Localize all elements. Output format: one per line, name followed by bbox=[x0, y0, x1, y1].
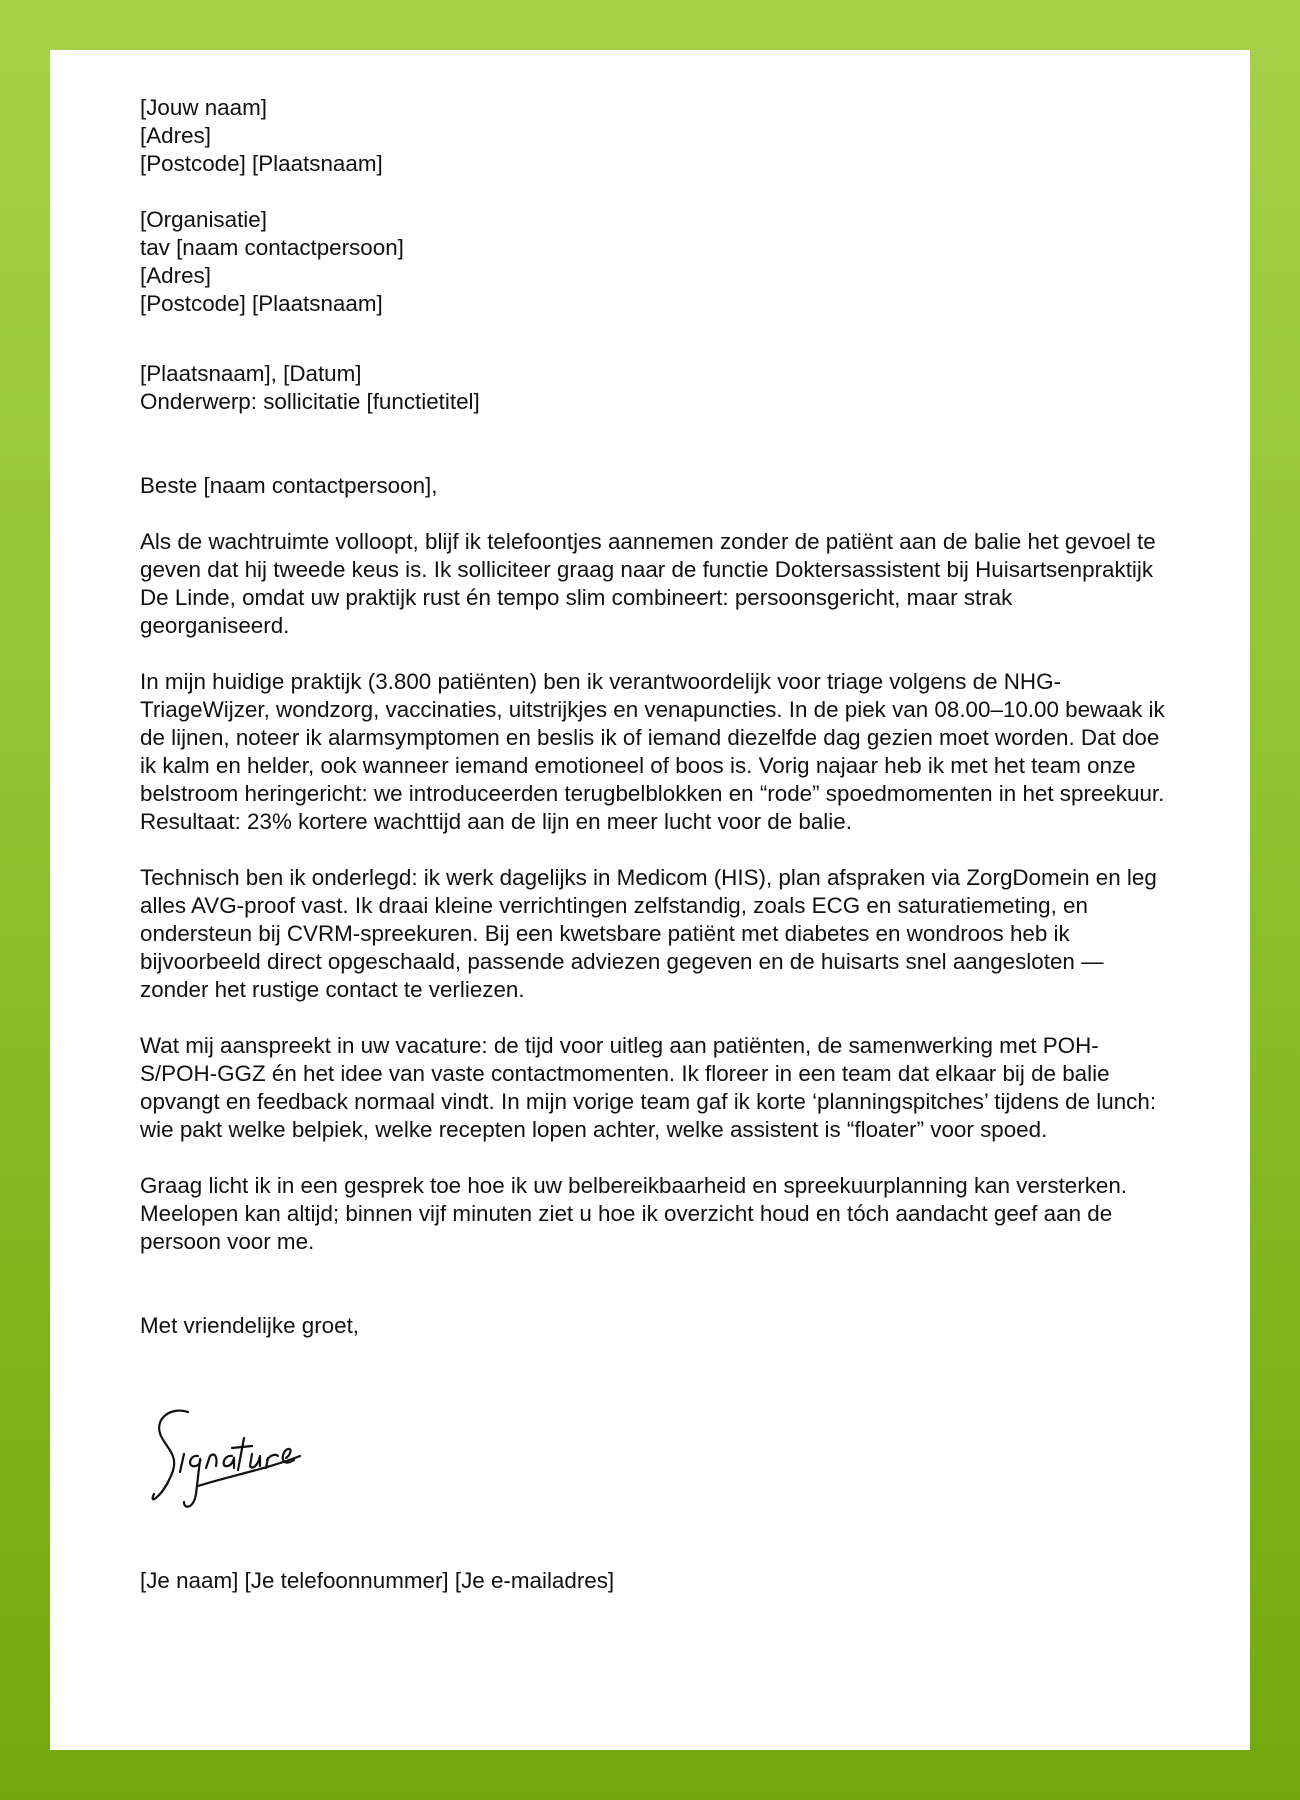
subject-line: Onderwerp: sollicitatie [functietitel] bbox=[140, 389, 480, 414]
footer-contact: [Je naam] [Je telefoonnummer] [Je e-mailadres] bbox=[140, 1568, 615, 1594]
paragraph-4: Wat mij aanspreekt in uw vacature: de tijd voor uitleg aan patiënten, de samenwerking met POH-S/POH-GGZ én het idee van vaste contactmomenten. Ik floreer in een team dat elkaar bij de balie opvangt en feedback normaal vindt. In mijn vorige team gaf ik korte ‘planningspitches’ tijdens de lunch: wie pakt welke belpiek, welke recepten lopen achter, welke assistent is “floater” voor spoed. bbox=[140, 1033, 1157, 1142]
place-date: [Plaatsnaam], [Datum] bbox=[140, 361, 362, 386]
sender-block bbox=[140, 94, 1160, 178]
sender-name: [Jouw naam] bbox=[140, 95, 267, 120]
closing: Met vriendelijke groet, bbox=[140, 1313, 360, 1338]
paragraph-1: Als de wachtruimte volloopt, blijf ik telefoontjes aannemen zonder de patiënt aan de balie het gevoel te geven dat hij tweede keus is. Ik solliciteer graag naar de functie Doktersassistent bij Huisartsenpraktijk De Linde, omdat uw praktijk rust én tempo slim combineert: persoonsgericht, maar strak georganiseerd. bbox=[140, 529, 1156, 638]
recipient-address: [Adres] bbox=[140, 263, 211, 288]
paragraph-5: Graag licht ik in een gesprek toe hoe ik uw belbereikbaarheid en spreekuurplanning kan versterken. Meelopen kan altijd; binnen vijf minuten ziet u hoe ik overzicht houd en tóch aandacht geef aan de persoon voor me. bbox=[140, 1173, 1128, 1254]
meta-block bbox=[140, 360, 1160, 416]
letter-page bbox=[50, 50, 1250, 1750]
greeting: Beste [naam contactpersoon], bbox=[140, 473, 438, 498]
signature-image bbox=[140, 1398, 350, 1518]
recipient-postal-city: [Postcode] [Plaatsnaam] bbox=[140, 291, 383, 316]
paragraph-3: Technisch ben ik onderlegd: ik werk dagelijks in Medicom (HIS), plan afspraken via ZorgDomein en leg alles AVG-proof vast. Ik draai kleine verrichtingen zelfstandig, zoals ECG en saturatiemeting, en ondersteun bij CVRM-spreekuren. Bij een kwetsbare patiënt met diabetes en wondroos heb ik bijvoorbeeld direct opgeschaald, passende adviezen gegeven en de huisarts snel aangesloten — zonder het rustige contact te verliezen. bbox=[140, 865, 1157, 1002]
paragraph-2: In mijn huidige praktijk (3.800 patiënten) ben ik verantwoordelijk voor triage volgens de NHG-TriageWijzer, wondzorg, vaccinaties, uitstrijkjes en venapuncties. In de piek van 08.00–10.00 bewaak ik de lijnen, noteer ik alarmsymptomen en beslis ik of iemand diezelfde dag gezien moet worden. Dat doe ik kalm en helder, ook wanneer iemand emotioneel of boos is. Vorig najaar heb ik met het team onze belstroom heringericht: we introduceerden terugbelblokken en “rode” spoedmomenten in het spreekuur. Resultaat: 23% kortere wachttijd aan de lijn en meer lucht voor de balie. bbox=[140, 669, 1165, 834]
recipient-attention: tav [naam contactpersoon] bbox=[140, 235, 404, 260]
sender-postal-city: [Postcode] [Plaatsnaam] bbox=[140, 151, 383, 176]
sender-address: [Adres] bbox=[140, 123, 211, 148]
recipient-organisation: [Organisatie] bbox=[140, 207, 267, 232]
recipient-block bbox=[140, 206, 1160, 318]
